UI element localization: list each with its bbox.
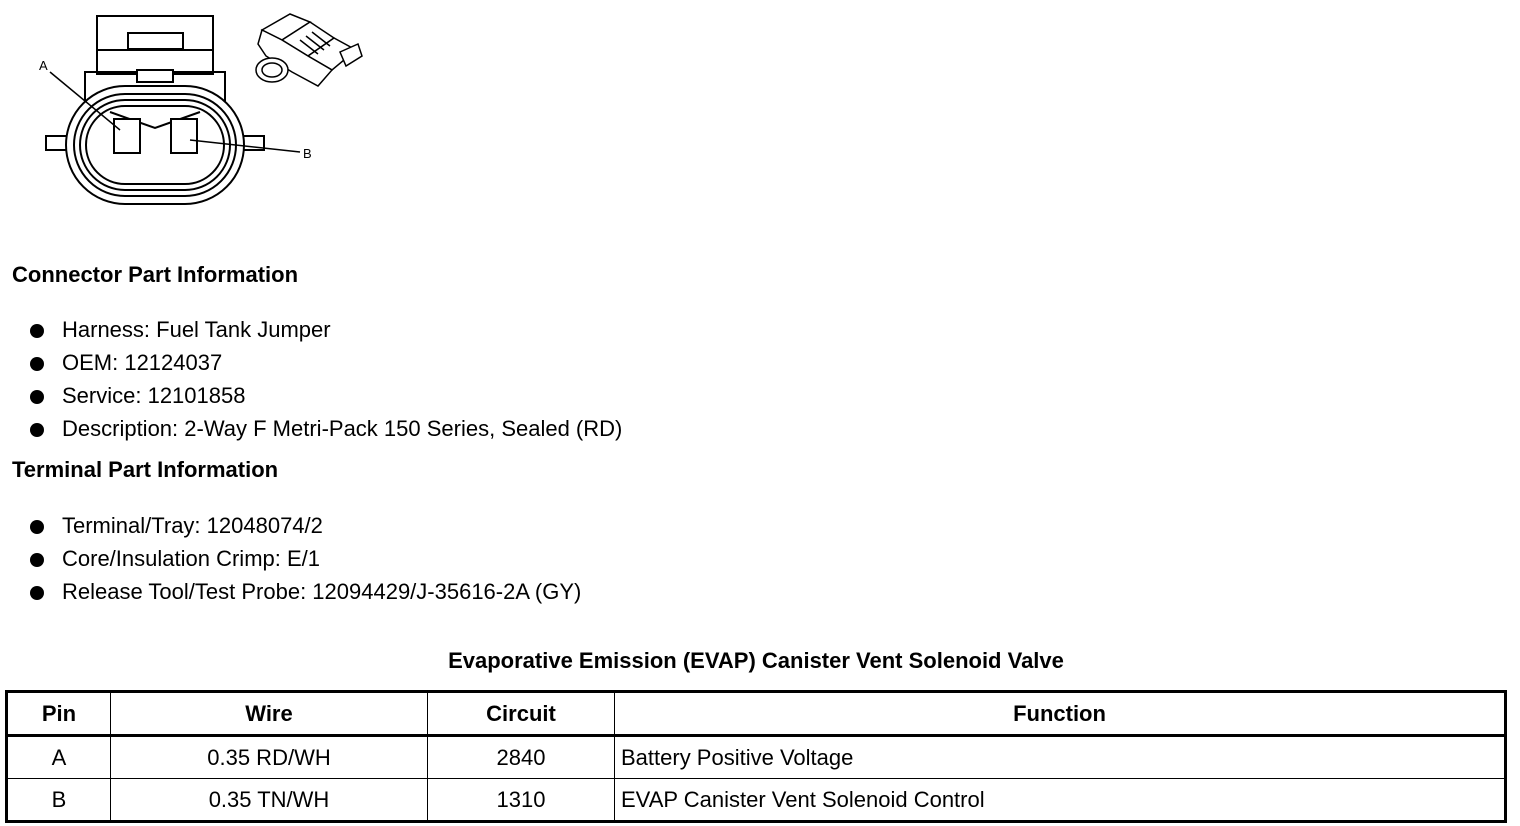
cell-function: EVAP Canister Vent Solenoid Control (615, 779, 1506, 822)
cell-circuit: 1310 (428, 779, 615, 822)
terminal-info-list (0, 512, 581, 611)
list-item-text: Core/Insulation Crimp: E/1 (62, 546, 320, 571)
list-item (0, 545, 581, 578)
bullet-icon (30, 553, 44, 567)
table-caption: Evaporative Emission (EVAP) Canister Vent Solenoid Valve (448, 648, 1064, 673)
list-item-text: Terminal/Tray: 12048074/2 (62, 513, 323, 538)
cell-circuit: 2840 (428, 736, 615, 779)
pin-b-label: B (303, 146, 312, 161)
list-item-text: Description: 2-Way F Metri-Pack 150 Series, Sealed (RD) (62, 416, 623, 441)
table-row (7, 736, 1506, 779)
cell-wire: 0.35 TN/WH (111, 779, 428, 822)
bullet-icon (30, 324, 44, 338)
cell-pin: B (7, 779, 111, 822)
list-item-text: Harness: Fuel Tank Jumper (62, 317, 331, 342)
cell-wire: 0.35 RD/WH (111, 736, 428, 779)
list-item (0, 512, 581, 545)
list-item (0, 578, 581, 611)
column-header-wire: Wire (111, 692, 428, 736)
connector-info-list (0, 316, 622, 448)
list-item (0, 415, 622, 448)
bullet-icon (30, 520, 44, 534)
column-header-function: Function (615, 692, 1506, 736)
cell-function: Battery Positive Voltage (615, 736, 1506, 779)
list-item (0, 382, 622, 415)
table-header-row (7, 692, 1506, 736)
list-item-text: Release Tool/Test Probe: 12094429/J-35616-2A (GY) (62, 579, 582, 604)
list-item (0, 349, 622, 382)
bullet-icon (30, 390, 44, 404)
connector-info-heading: Connector Part Information (12, 262, 299, 287)
table-row (7, 779, 1506, 822)
bullet-icon (30, 586, 44, 600)
connector-3d-icon (256, 14, 362, 86)
bullet-icon (30, 357, 44, 371)
connector-diagram (0, 0, 380, 220)
list-item-text: OEM: 12124037 (62, 350, 223, 375)
column-header-pin: Pin (7, 692, 111, 736)
list-item-text: Service: 12101858 (62, 383, 246, 408)
pin-table (5, 690, 1507, 823)
column-header-circuit: Circuit (428, 692, 615, 736)
list-item (0, 316, 622, 349)
cell-pin: A (7, 736, 111, 779)
pin-a-label: A (39, 58, 48, 73)
bullet-icon (30, 423, 44, 437)
terminal-info-heading: Terminal Part Information (12, 457, 279, 482)
